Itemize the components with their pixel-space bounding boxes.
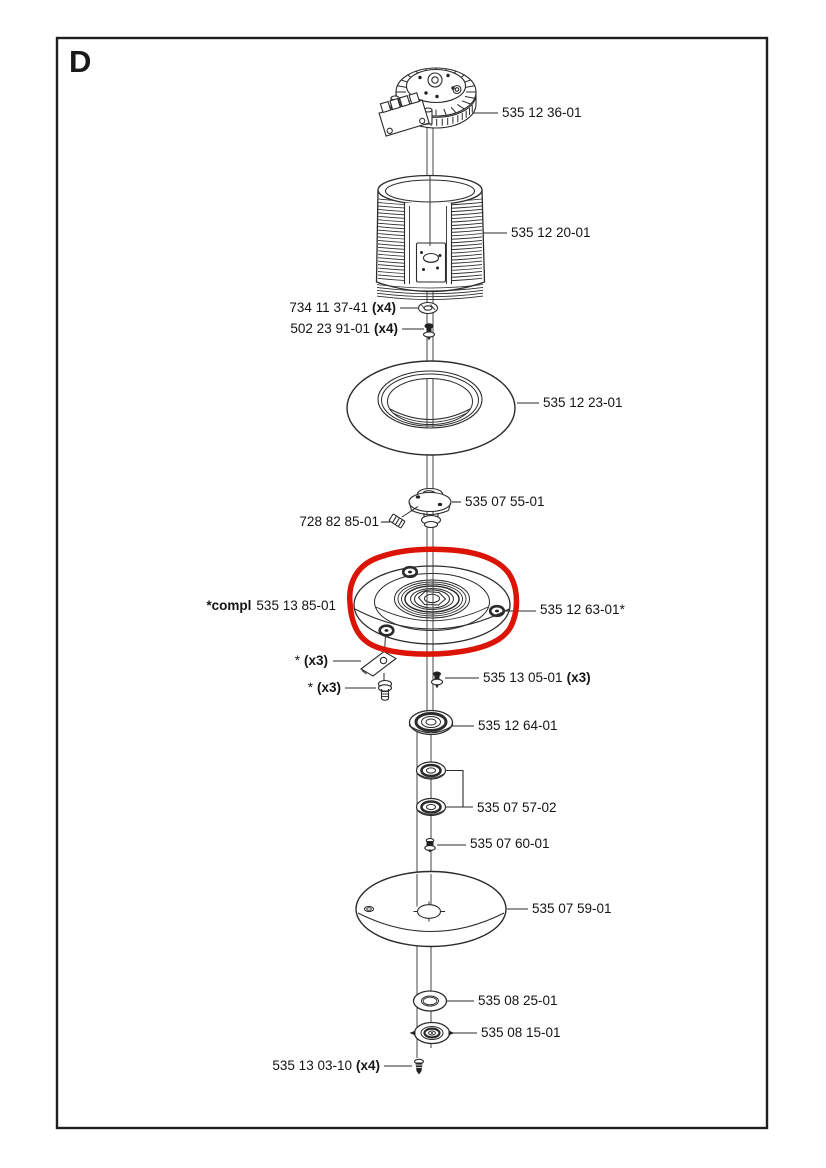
part-label-screw-bottom: 535 13 03-10 (x4) — [272, 1058, 380, 1073]
set-screw-drawing — [389, 507, 418, 529]
part-label-blade-screw: * (x3) — [307, 680, 341, 695]
part-label-motor: 535 12 36-01 — [502, 105, 582, 120]
part-label-disc-screw: 535 13 05-01 (x3) — [483, 670, 591, 685]
notched-washer-drawing — [410, 1023, 455, 1044]
part-label-shaft-pin: 535 07 60-01 — [470, 836, 550, 851]
stator-drawing — [377, 176, 485, 300]
part-label-set-screw: 728 82 85-01 — [299, 514, 379, 529]
blade-drawing — [361, 652, 396, 677]
part-label-washer-top: 734 11 37-41 (x4) — [289, 300, 396, 315]
blade-disc-drawing — [354, 566, 510, 652]
blade-screw-drawing — [379, 673, 392, 700]
cover-ring-drawing — [347, 361, 515, 455]
bottom-screw-drawing — [415, 1059, 424, 1074]
part-label-bearing-pair: 535 07 57-02 — [477, 800, 557, 815]
part-label-screw-top: 502 23 91-01 (x4) — [290, 321, 398, 336]
part-label-bearing-large: 535 12 64-01 — [478, 718, 558, 733]
part-label-base-disc: 535 07 59-01 — [532, 901, 612, 916]
drawing-root — [333, 68, 539, 1075]
stator-window-plate — [417, 243, 446, 282]
part-label-disc-complete: *compl 535 13 85-01 — [206, 598, 336, 613]
part-label-hub: 535 07 55-01 — [465, 494, 545, 509]
part-label-cover-ring: 535 12 23-01 — [543, 395, 623, 410]
part-label-blade-disc: 535 12 63-01* — [540, 602, 625, 617]
base-disc-drawing — [356, 872, 506, 947]
part-label-stator: 535 12 20-01 — [511, 225, 591, 240]
lock-washer-drawing — [419, 303, 438, 314]
shaft-pin-drawing — [425, 839, 435, 852]
part-label-washer-bottom: 535 08 25-01 — [478, 993, 558, 1008]
large-bearing-drawing — [410, 711, 453, 735]
part-label-washer-notched: 535 08 15-01 — [481, 1025, 561, 1040]
bottom-washer-drawing — [414, 991, 447, 1011]
part-label-blade: * (x3) — [294, 653, 328, 668]
section-letter: D — [69, 44, 92, 79]
motor-drawing — [377, 68, 476, 136]
